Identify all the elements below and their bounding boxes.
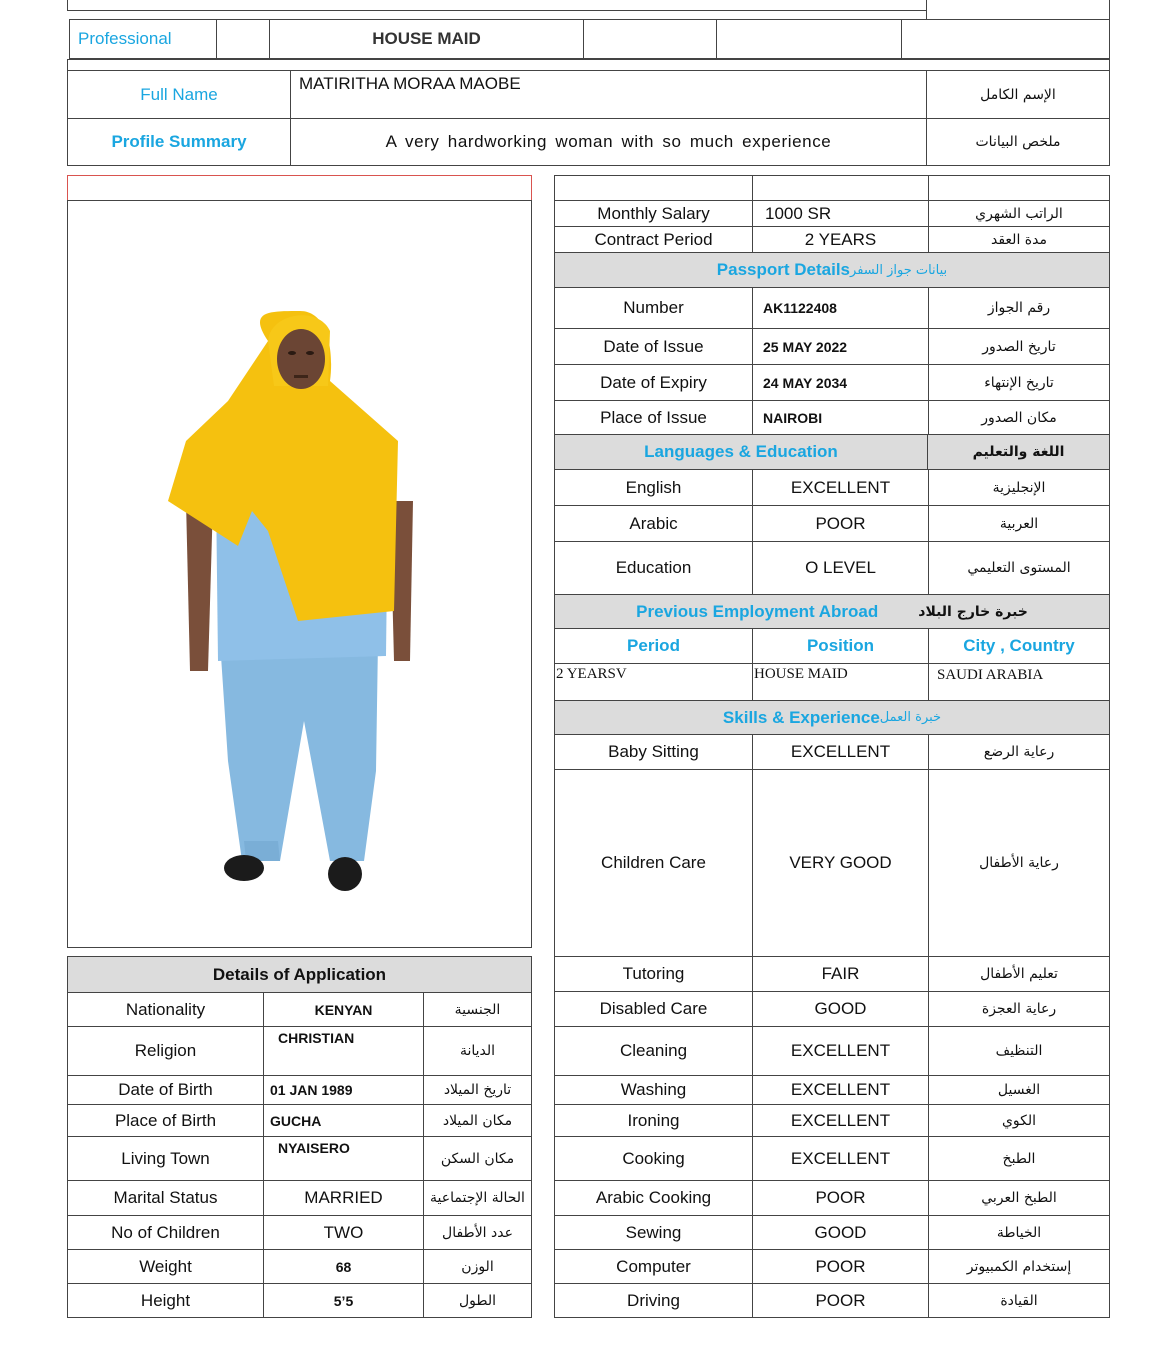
passport-row-ar: تاريخ الإنتهاء: [928, 364, 1110, 401]
passport-row-ar: رقم الجواز: [928, 287, 1110, 329]
application-row-ar: الديانة: [423, 1026, 532, 1076]
passport-row-value: 25 MAY 2022: [752, 328, 929, 365]
skill-row-label: Arabic Cooking: [554, 1180, 753, 1216]
application-row-label: Marital Status: [67, 1180, 264, 1216]
application-row-ar: الجنسية: [423, 992, 532, 1027]
passport-title: Passport Details: [716, 260, 851, 279]
application-row-value: CHRISTIAN: [263, 1026, 424, 1076]
application-row-ar: مكان الميلاد: [423, 1104, 532, 1137]
application-row-label: Nationality: [67, 992, 264, 1027]
skill-row-value: POOR: [752, 1283, 929, 1318]
employment-country-value: SAUDI ARABIA: [928, 663, 1110, 701]
application-row-label: Place of Birth: [67, 1104, 264, 1137]
skill-row-label: Baby Sitting: [554, 734, 753, 770]
skill-row-label: Sewing: [554, 1215, 753, 1250]
passport-row-label: Date of Expiry: [554, 364, 753, 401]
application-row-ar: الوزن: [423, 1249, 532, 1284]
skill-row-value: GOOD: [752, 991, 929, 1027]
skill-row-value: POOR: [752, 1249, 929, 1284]
application-row-label: No of Children: [67, 1215, 264, 1250]
application-row-value: GUCHA: [263, 1104, 424, 1137]
profile-summary-value: A very hardworking woman with so much experience: [290, 118, 927, 166]
language-row-value: EXCELLENT: [752, 469, 929, 506]
application-row-label: Living Town: [67, 1136, 264, 1181]
application-title: Details of Application: [67, 956, 532, 993]
full-name-label: Full Name: [67, 70, 291, 119]
salary-top-blank-2: [752, 175, 929, 201]
full-name-ar: الإسم الكامل: [926, 70, 1110, 119]
passport-row-label: Place of Issue: [554, 400, 753, 435]
contract-period-ar: مدة العقد: [928, 226, 1110, 253]
languages-title: Languages & Education: [644, 442, 838, 461]
application-row-value: 5’5: [263, 1283, 424, 1318]
skills-section-header: [554, 700, 1110, 735]
skill-row-label: Children Care: [554, 769, 753, 957]
application-row-value: 68: [263, 1249, 424, 1284]
employment-col-period: Period: [554, 628, 753, 664]
application-row-value: NYAISERO: [263, 1136, 424, 1181]
skill-row-ar: رعاية الرضع: [928, 734, 1110, 770]
language-row-ar: المستوى التعليمي: [928, 541, 1110, 595]
skill-row-ar: الخياطة: [928, 1215, 1110, 1250]
application-row-value: MARRIED: [263, 1180, 424, 1216]
skill-row-ar: الطبخ العربي: [928, 1180, 1110, 1216]
passport-row-ar: تاريخ الصدور: [928, 328, 1110, 365]
employment-col-country: City , Country: [928, 628, 1110, 664]
application-row-label: Religion: [67, 1026, 264, 1076]
skill-row-ar: إستخدام الكمبيوتر: [928, 1249, 1110, 1284]
professional-label: Professional: [69, 19, 217, 59]
skills-title: Skills & Experience: [722, 707, 880, 727]
employment-title-ar: خبرة خارج البلاد: [918, 603, 1028, 620]
photo-frame: [67, 200, 532, 948]
monthly-salary-value: 1000 SR: [752, 200, 929, 227]
skill-row-ar: رعاية الأطفال: [928, 769, 1110, 957]
professional-blank-2: [583, 19, 717, 59]
languages-title-ar: اللغة والتعليم: [927, 434, 1110, 470]
employment-period-value: 2 YEARSV: [554, 663, 753, 701]
application-row-ar: تاريخ الميلاد: [423, 1075, 532, 1105]
language-row-label: English: [554, 469, 753, 506]
monthly-salary-ar: الراتب الشهري: [928, 200, 1110, 227]
language-row-label: Arabic: [554, 505, 753, 542]
skill-row-value: EXCELLENT: [752, 1136, 929, 1181]
application-row-ar: الحالة الإجتماعية: [423, 1180, 532, 1216]
skill-row-label: Ironing: [554, 1104, 753, 1137]
skill-row-value: EXCELLENT: [752, 734, 929, 770]
skill-row-ar: تعليم الأطفال: [928, 956, 1110, 992]
language-row-ar: العربية: [928, 505, 1110, 542]
skill-row-ar: الغسيل: [928, 1075, 1110, 1105]
passport-row-label: Date of Issue: [554, 328, 753, 365]
skill-row-label: Computer: [554, 1249, 753, 1284]
skill-row-label: Cleaning: [554, 1026, 753, 1076]
application-row-label: Weight: [67, 1249, 264, 1284]
skill-row-ar: رعاية العجزة: [928, 991, 1110, 1027]
languages-section-header: [554, 434, 928, 470]
employment-title: Previous Employment Abroad: [636, 601, 879, 621]
skill-row-value: GOOD: [752, 1215, 929, 1250]
skill-row-ar: التنظيف: [928, 1026, 1110, 1076]
skill-row-value: FAIR: [752, 956, 929, 992]
skill-row-label: Disabled Care: [554, 991, 753, 1027]
professional-blank-1: [216, 19, 270, 59]
profile-summary-ar: ملخص البيانات: [926, 118, 1110, 166]
application-row-ar: مكان السكن: [423, 1136, 532, 1181]
top-border-ar: [926, 0, 1110, 20]
application-row-label: Date of Birth: [67, 1075, 264, 1105]
passport-section-header: [554, 252, 1110, 288]
application-row-ar: عدد الأطفال: [423, 1215, 532, 1250]
employment-col-position: Position: [752, 628, 929, 664]
skill-row-label: Driving: [554, 1283, 753, 1318]
skills-title-ar: خبرة العمل: [879, 710, 942, 725]
skill-row-label: Tutoring: [554, 956, 753, 992]
language-row-label: Education: [554, 541, 753, 595]
skill-row-label: Washing: [554, 1075, 753, 1105]
skill-row-value: POOR: [752, 1180, 929, 1216]
profession-value: HOUSE MAID: [269, 19, 584, 59]
skill-row-ar: الطبخ: [928, 1136, 1110, 1181]
skill-row-value: EXCELLENT: [752, 1075, 929, 1105]
professional-blank-4: [901, 19, 1110, 59]
monthly-salary-label: Monthly Salary: [554, 200, 753, 227]
skill-row-value: VERY GOOD: [752, 769, 929, 957]
skill-row-value: EXCELLENT: [752, 1104, 929, 1137]
salary-top-blank-1: [554, 175, 753, 201]
passport-title-ar: بيانات جواز السفر: [850, 262, 948, 278]
photo-top-frame: [67, 175, 532, 202]
passport-row-value: 24 MAY 2034: [752, 364, 929, 401]
employment-section-header: [554, 594, 1110, 629]
language-row-ar: الإنجليزية: [928, 469, 1110, 506]
skill-row-ar: الكوي: [928, 1104, 1110, 1137]
full-name-value: MATIRITHA MORAA MAOBE: [290, 70, 927, 119]
skill-row-label: Cooking: [554, 1136, 753, 1181]
passport-row-label: Number: [554, 287, 753, 329]
top-border: [67, 0, 927, 11]
passport-row-value: AK1122408: [752, 287, 929, 329]
contract-period-label: Contract Period: [554, 226, 753, 253]
salary-top-blank-3: [928, 175, 1110, 201]
candidate-photo: [68, 201, 531, 947]
employment-position-value: HOUSE MAID: [752, 663, 929, 701]
application-row-ar: الطول: [423, 1283, 532, 1318]
application-row-value: 01 JAN 1989: [263, 1075, 424, 1105]
application-row-value: KENYAN: [263, 992, 424, 1027]
profile-summary-label: Profile Summary: [67, 118, 291, 166]
language-row-value: O LEVEL: [752, 541, 929, 595]
contract-period-value: 2 YEARS: [752, 226, 929, 253]
language-row-value: POOR: [752, 505, 929, 542]
skill-row-ar: القيادة: [928, 1283, 1110, 1318]
skill-row-value: EXCELLENT: [752, 1026, 929, 1076]
passport-row-value: NAIROBI: [752, 400, 929, 435]
passport-row-ar: مكان الصدور: [928, 400, 1110, 435]
application-row-label: Height: [67, 1283, 264, 1318]
professional-blank-3: [716, 19, 902, 59]
application-row-value: TWO: [263, 1215, 424, 1250]
